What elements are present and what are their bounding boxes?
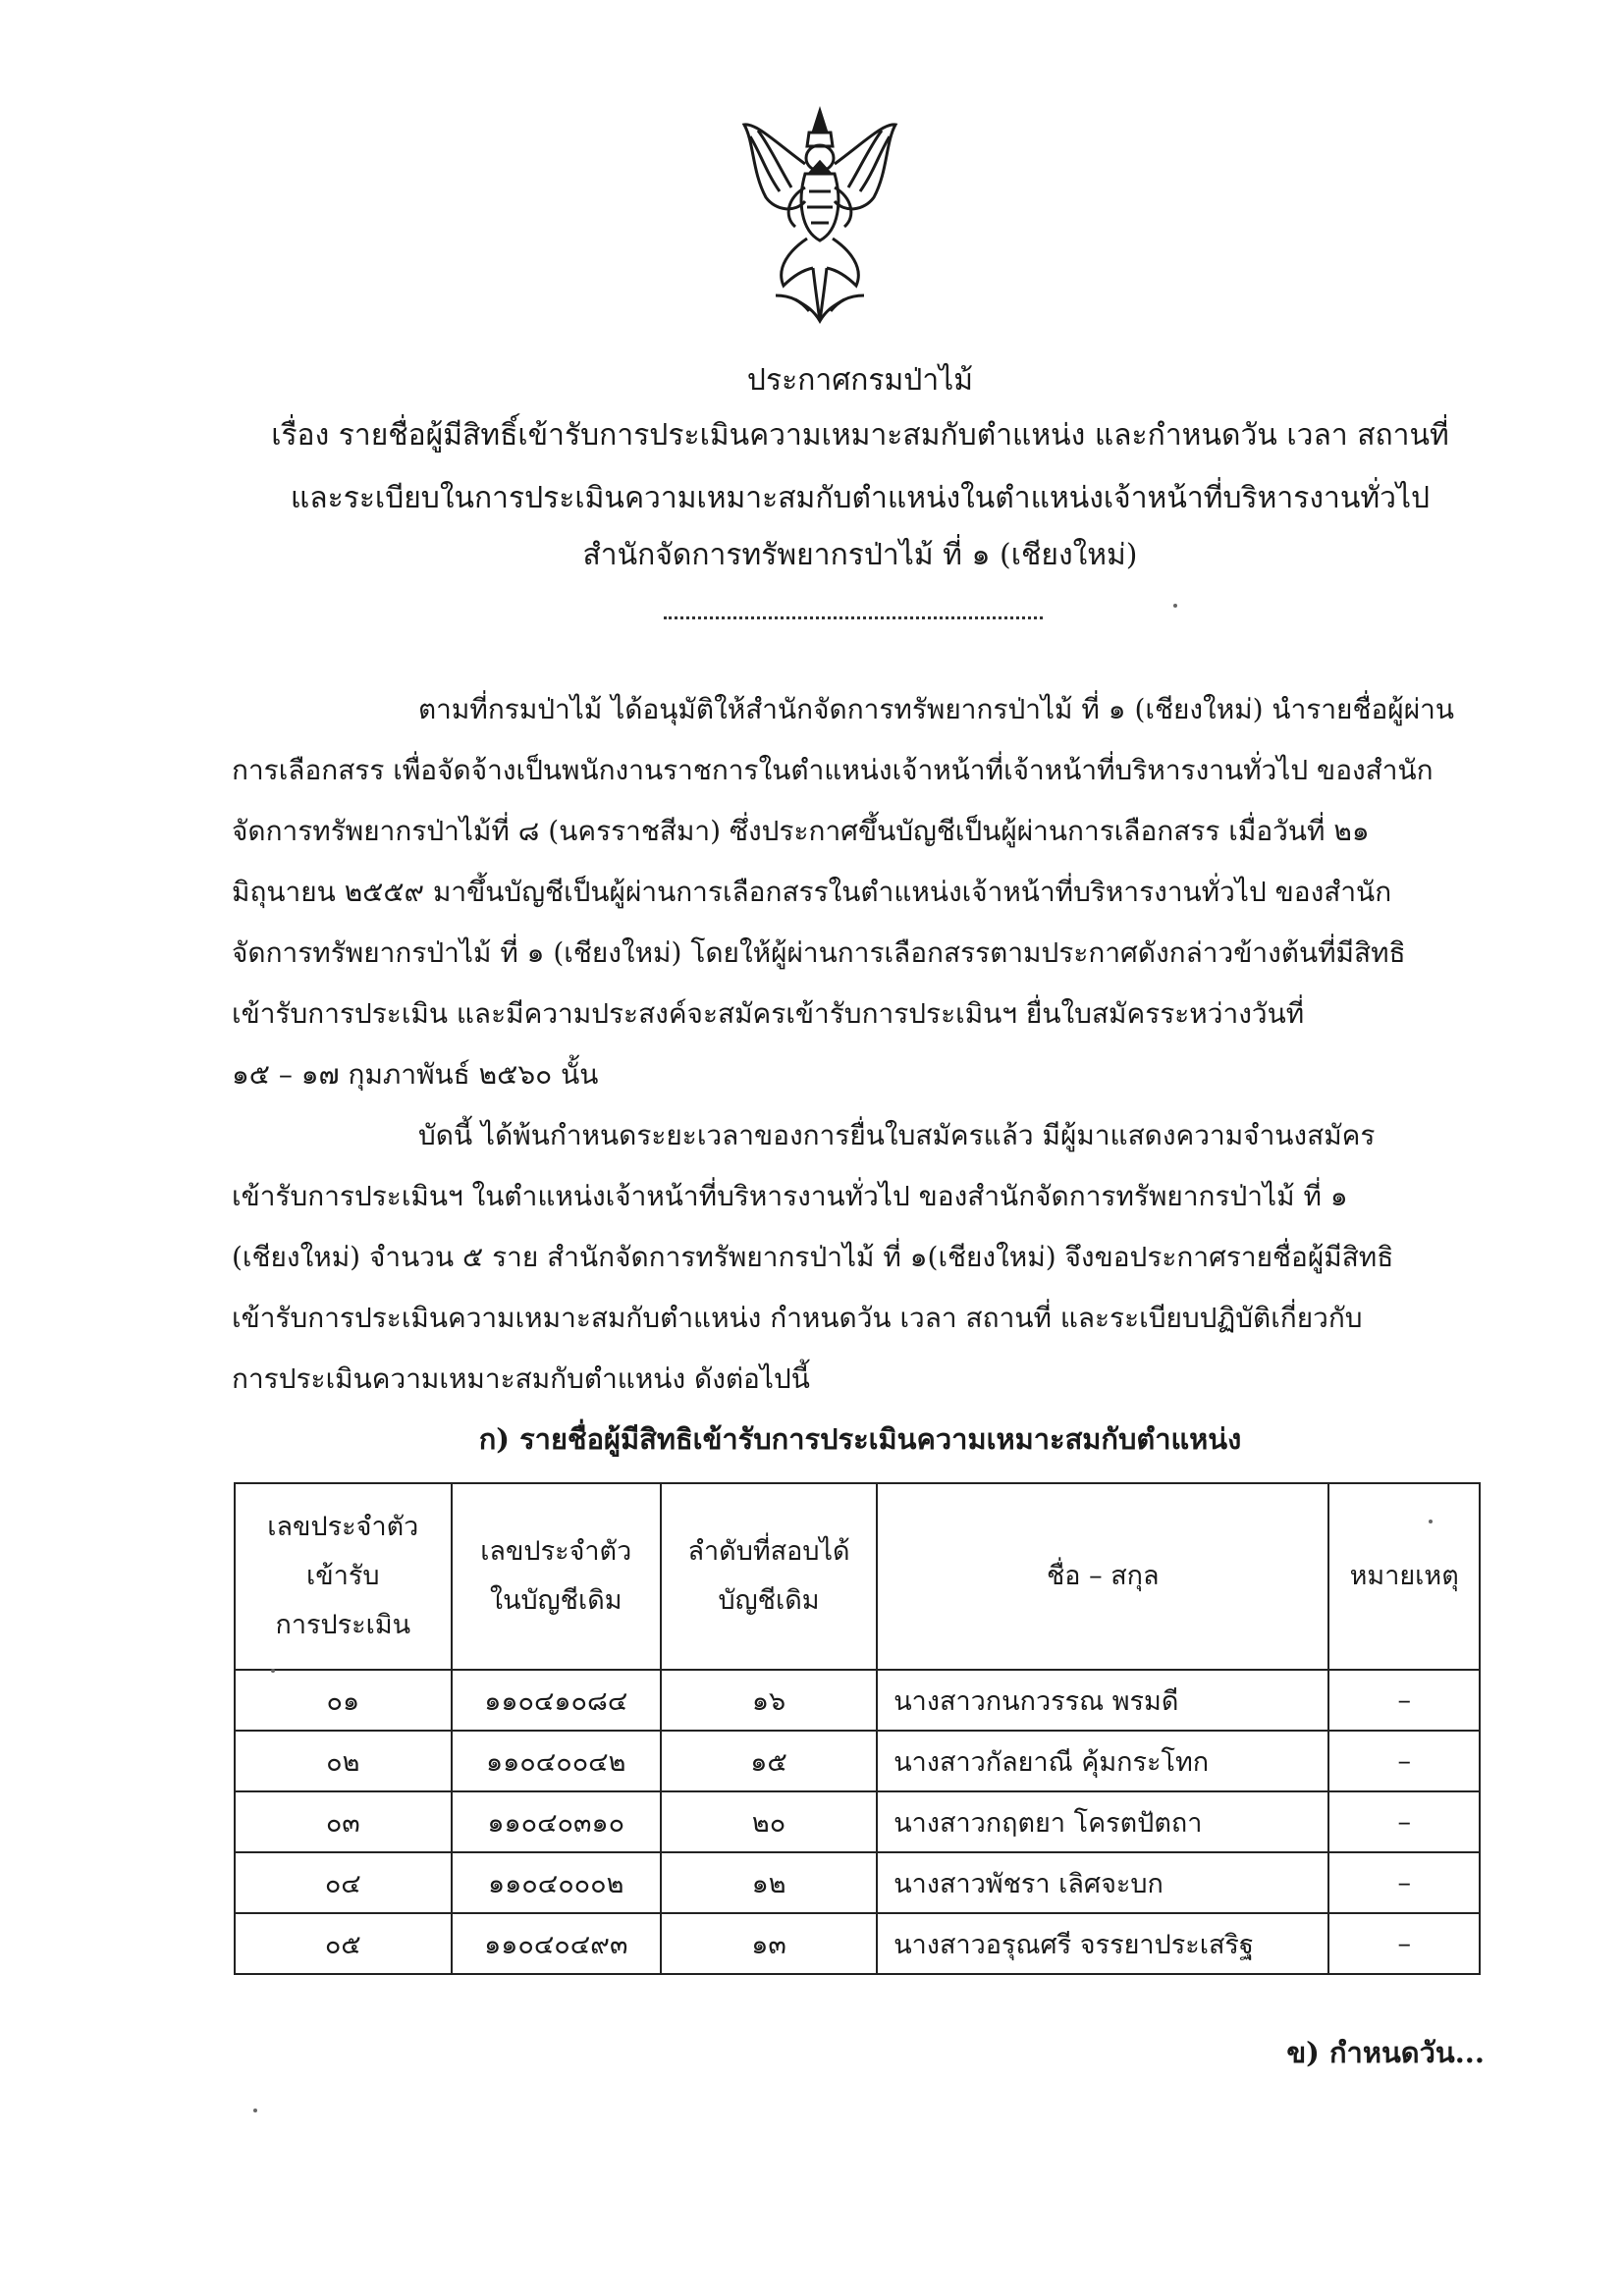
subject-line-3: สำนักจัดการทรัพยากรป่าไม้ ที่ ๑ (เชียงใหม่) [582,538,1138,572]
paragraph-1-line: มิถุนายน ๒๕๕๙ มาขึ้นบัญชีเป็นผู้ผ่านการเลือกสรรในตำแหน่งเจ้าหน้าที่บริหารงานทั่วไป ของสำนัก [232,876,1392,908]
scan-speck [1429,1520,1433,1523]
paragraph-2-line: การประเมินความเหมาะสมกับตำแหน่ง ดังต่อไปนี้ [232,1362,810,1395]
paragraph-2-line: บัดนี้ ได้พ้นกำหนดระยะเวลาของการยื่นใบสมัครแล้ว มีผู้มาแสดงความจำนงสมัคร [418,1119,1376,1151]
paragraph-1-line: การเลือกสรร เพื่อจัดจ้างเป็นพนักงานราชการในตำแหน่งเจ้าหน้าที่เจ้าหน้าที่บริหารงานทั่วไป ของสำนัก [232,754,1434,786]
header-text: ในบัญชีเดิม [489,1585,623,1616]
paragraph-1-line: ๑๕ – ๑๗ กุมภาพันธ์ ๒๕๖๐ นั้น [232,1058,599,1091]
cell-rank: ๑๓ [661,1913,877,1974]
header-text: บัญชีเดิม [718,1585,820,1616]
cell-old-id: ๑๑๐๔๐๓๑๐ [452,1791,661,1852]
cell-old-id: ๑๑๐๔๐๐๐๒ [452,1852,661,1913]
table-row [235,1670,1480,1731]
garuda-emblem-icon [736,103,903,329]
cell-name: นางสาวกฤตยา โครตปัตถา [877,1791,1328,1852]
header-text: การประเมิน [275,1610,411,1640]
cell-rank: ๒๐ [661,1791,877,1852]
header-rank [661,1483,877,1670]
subject-line-1: เรื่อง รายชื่อผู้มีสิทธิ์เข้ารับการประเมินความเหมาะสมกับตำแหน่ง และกำหนดวัน เวลา สถานที่ [271,418,1449,453]
scan-speck [1173,604,1177,608]
paragraph-2-line: เข้ารับการประเมินฯ ในตำแหน่งเจ้าหน้าที่บริหารงานทั่วไป ของสำนักจัดการทรัพยากรป่าไม้ ที่ ๑ [232,1180,1348,1212]
dotted-divider [664,616,1043,619]
paragraph-1-line: จัดการทรัพยากรป่าไม้ ที่ ๑ (เชียงใหม่) โดยให้ผู้ผ่านการเลือกสรรตามประกาศดังกล่าวข้างต้นที่มีสิทธิ [232,936,1406,969]
continuation-note: ข) กำหนดวัน... [1286,2036,1485,2069]
paragraph-2 [232,1105,1489,1410]
cell-note: – [1328,1670,1480,1731]
table-row [235,1731,1480,1791]
cell-old-id: ๑๑๐๔๐๐๔๒ [452,1731,661,1791]
header-note: หมายเหตุ [1328,1483,1480,1670]
header-text: เลขประจำตัว [480,1536,632,1567]
candidate-table [234,1482,1481,1975]
section-a-title: ก) รายชื่อผู้มีสิทธิเข้ารับการประเมินความเหมาะสมกับตำแหน่ง [478,1422,1242,1456]
table-row [235,1913,1480,1974]
announcement-title: ประกาศกรมป่าไม้ [746,363,974,398]
paragraph-2-line: เข้ารับการประเมินความเหมาะสมกับตำแหน่ง กำหนดวัน เวลา สถานที่ และระเบียบปฏิบัติเกี่ยวกับ [232,1302,1363,1334]
table-row [235,1852,1480,1913]
cell-old-id: ๑๑๐๔๑๐๘๔ [452,1670,661,1731]
cell-assessment-id: ๐๑ [235,1670,452,1731]
cell-name: นางสาวกนกวรรณ พรมดี [877,1670,1328,1731]
header-old-id [452,1483,661,1670]
cell-note: – [1328,1852,1480,1913]
scan-speck [271,1669,275,1673]
cell-rank: ๑๒ [661,1852,877,1913]
cell-assessment-id: ๐๓ [235,1791,452,1852]
cell-note: – [1328,1913,1480,1974]
paragraph-1-line: เข้ารับการประเมิน และมีความประสงค์จะสมัครเข้ารับการประเมินฯ ยื่นใบสมัครระหว่างวันที่ [232,997,1305,1030]
subject-line-2: และระเบียบในการประเมินความเหมาะสมกับตำแหน่งในตำแหน่งเจ้าหน้าที่บริหารงานทั่วไป [290,481,1431,515]
scan-speck [253,2109,257,2112]
header-assessment-id [235,1483,452,1670]
paragraph-1-line: ตามที่กรมป่าไม้ ได้อนุมัติให้สำนักจัดการทรัพยากรป่าไม้ ที่ ๑ (เชียงใหม่) นำรายชื่อผู้ผ่าน [418,693,1454,725]
cell-rank: ๑๕ [661,1731,877,1791]
cell-note: – [1328,1791,1480,1852]
cell-name: นางสาวพัชรา เลิศจะบก [877,1852,1328,1913]
cell-note: – [1328,1731,1480,1791]
table-row [235,1791,1480,1852]
cell-assessment-id: ๐๔ [235,1852,452,1913]
cell-assessment-id: ๐๕ [235,1913,452,1974]
cell-old-id: ๑๑๐๔๐๔๙๓ [452,1913,661,1974]
paragraph-1-line: จัดการทรัพยากรป่าไม้ที่ ๘ (นครราชสีมา) ซึ่งประกาศขึ้นบัญชีเป็นผู้ผ่านการเลือกสรร เมื่อวันที่ ๒๑ [232,815,1370,847]
cell-assessment-id: ๐๒ [235,1731,452,1791]
cell-name: นางสาวอรุณศรี จรรยาประเสริฐ [877,1913,1328,1974]
header-text: เข้ารับ [306,1561,380,1591]
header-name: ชื่อ – สกุล [877,1483,1328,1670]
paragraph-2-line: (เชียงใหม่) จำนวน ๕ ราย สำนักจัดการทรัพยากรป่าไม้ ที่ ๑(เชียงใหม่) จึงขอประกาศรายชื่อผู้มีสิทธิ [232,1241,1394,1273]
paragraph-1 [232,679,1489,1105]
header-text: ลำดับที่สอบได้ [687,1536,850,1567]
table-header-row [235,1483,1480,1670]
cell-rank: ๑๖ [661,1670,877,1731]
cell-name: นางสาวกัลยาณี คุ้มกระโทก [877,1731,1328,1791]
header-text: เลขประจำตัว [267,1512,419,1542]
